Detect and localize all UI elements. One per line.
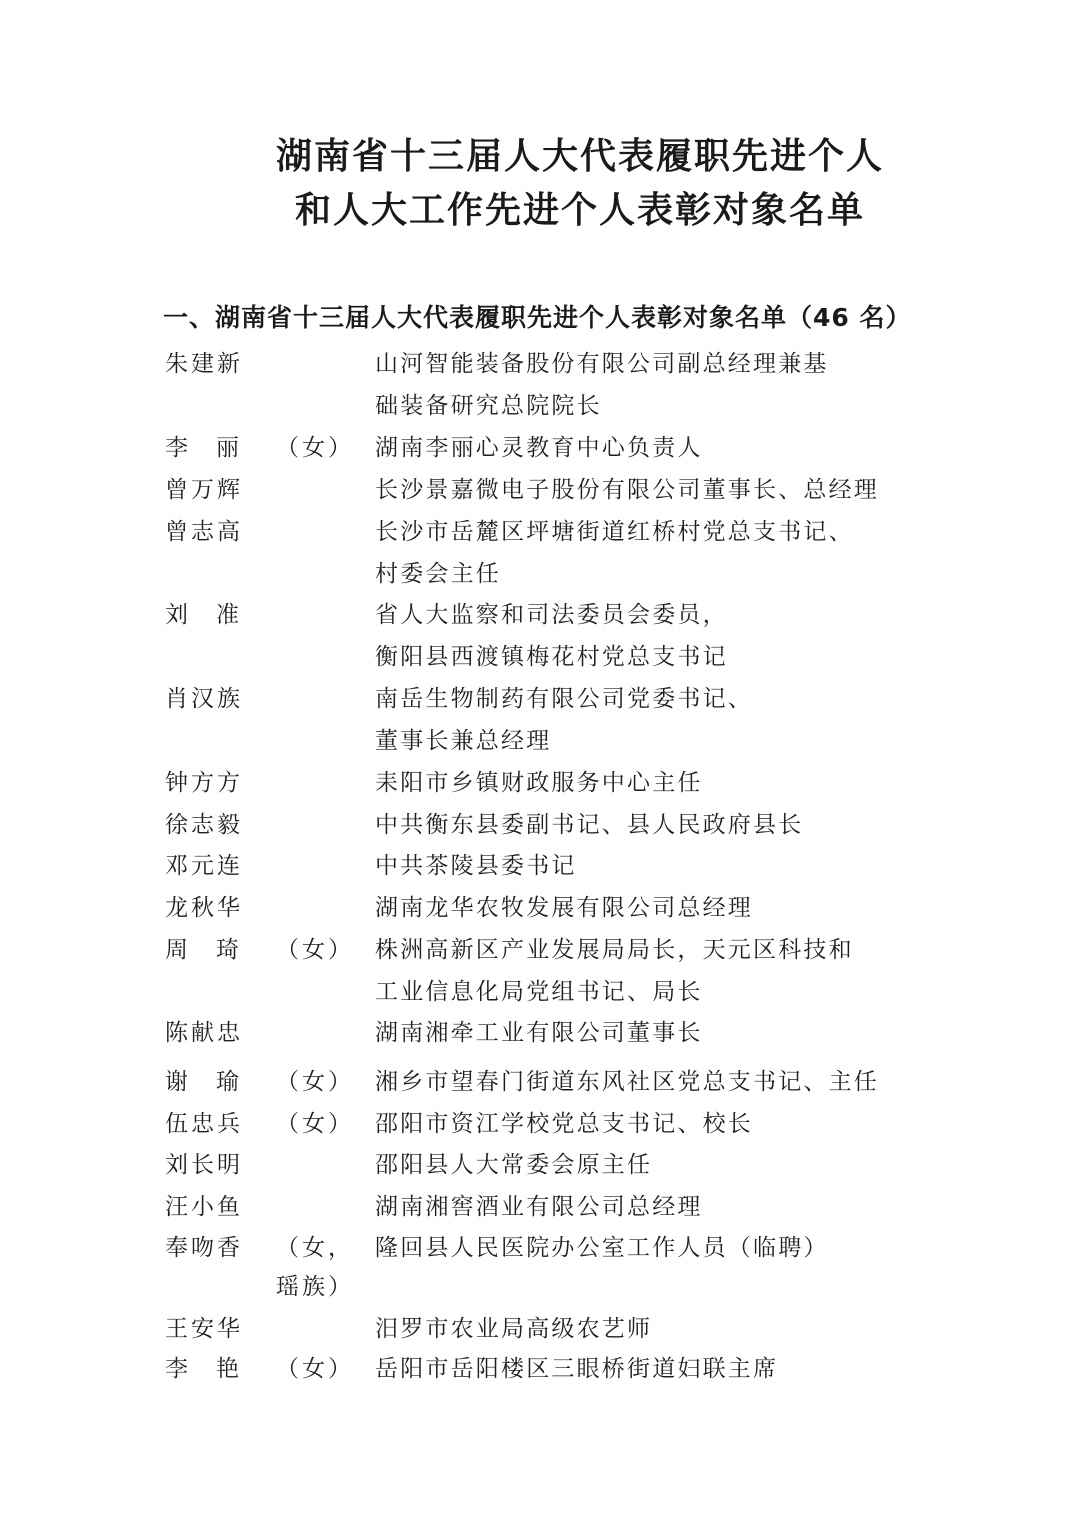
entry-note: （女，	[276, 1235, 354, 1261]
entry-description-line: 耒阳市乡镇财政服务中心主任	[375, 770, 703, 796]
entry-name: 王安华	[165, 1316, 243, 1342]
entry-name: 周琦	[165, 937, 267, 963]
entry-note: （女）	[276, 937, 354, 963]
entry-description-line: 中共衡东县委副书记、县人民政府县长	[375, 812, 804, 838]
entry-note: （女）	[276, 435, 354, 461]
entry-description-line: 础装备研究总院院长	[375, 393, 602, 419]
entry-name: 邓元连	[165, 853, 243, 879]
entry-name: 汪小鱼	[165, 1194, 243, 1220]
entry-name: 刘准	[165, 602, 267, 628]
entry-description-line: 湖南湘窖酒业有限公司总经理	[375, 1194, 703, 1220]
entry-description-line: 村委会主任	[375, 561, 501, 587]
entry-description-line: 省人大监察和司法委员会委员，	[375, 602, 728, 628]
entry-description-line: 株洲高新区产业发展局局长，天元区科技和	[375, 937, 854, 963]
entry-name: 奉吻香	[165, 1235, 243, 1261]
entry-name: 李艳	[165, 1356, 267, 1382]
entry-note: （女）	[276, 1356, 354, 1382]
entry-description-line: 董事长兼总经理	[375, 728, 552, 754]
entry-note: 瑶族）	[276, 1274, 354, 1300]
entry-description-line: 湖南龙华农牧发展有限公司总经理	[375, 895, 753, 921]
entry-name: 曾万辉	[165, 477, 243, 503]
document-title-line-1: 湖南省十三届人大代表履职先进个人	[275, 135, 884, 177]
entry-name: 陈献忠	[165, 1020, 243, 1046]
entry-name: 伍忠兵	[165, 1111, 243, 1137]
entry-description-line: 湖南李丽心灵教育中心负责人	[375, 435, 703, 461]
entry-description-line: 工业信息化局党组书记、局长	[375, 979, 703, 1005]
entry-note: （女）	[276, 1069, 354, 1095]
entry-description-line: 衡阳县西渡镇梅花村党总支书记	[375, 644, 728, 670]
entry-description-line: 隆回县人民医院办公室工作人员（临聘）	[375, 1235, 829, 1261]
entry-description-line: 汨罗市农业局高级农艺师	[375, 1316, 653, 1342]
entry-name: 曾志高	[165, 519, 243, 545]
entry-note: （女）	[276, 1111, 354, 1137]
entry-description-line: 湖南湘牵工业有限公司董事长	[375, 1020, 703, 1046]
entry-name: 刘长明	[165, 1152, 243, 1178]
entry-description-line: 邵阳市资江学校党总支书记、校长	[375, 1111, 753, 1137]
entry-description-line: 长沙市岳麓区坪塘街道红桥村党总支书记、	[375, 519, 854, 545]
entry-description-line: 南岳生物制药有限公司党委书记、	[375, 686, 753, 712]
entry-description-line: 邵阳县人大常委会原主任	[375, 1152, 653, 1178]
entry-name: 李丽	[165, 435, 267, 461]
entry-description-line: 山河智能装备股份有限公司副总经理兼基	[375, 351, 829, 377]
entry-name: 肖汉族	[165, 686, 243, 712]
entry-description-line: 长沙景嘉微电子股份有限公司董事长、总经理	[375, 477, 879, 503]
entry-description-line: 岳阳市岳阳楼区三眼桥街道妇联主席	[375, 1356, 779, 1382]
section-heading: 一、湖南省十三届人大代表履职先进个人表彰对象名单（46 名）	[163, 303, 912, 332]
entry-description-line: 湘乡市望春门街道东风社区党总支书记、主任	[375, 1069, 879, 1095]
document-title-line-2: 和人大工作先进个人表彰对象名单	[294, 189, 865, 231]
entry-name: 钟方方	[165, 770, 243, 796]
entry-name: 朱建新	[165, 351, 243, 377]
entry-name: 龙秋华	[165, 895, 243, 921]
entry-name: 谢瑜	[165, 1069, 267, 1095]
entry-description-line: 中共茶陵县委书记	[375, 853, 577, 879]
entry-name: 徐志毅	[165, 812, 243, 838]
